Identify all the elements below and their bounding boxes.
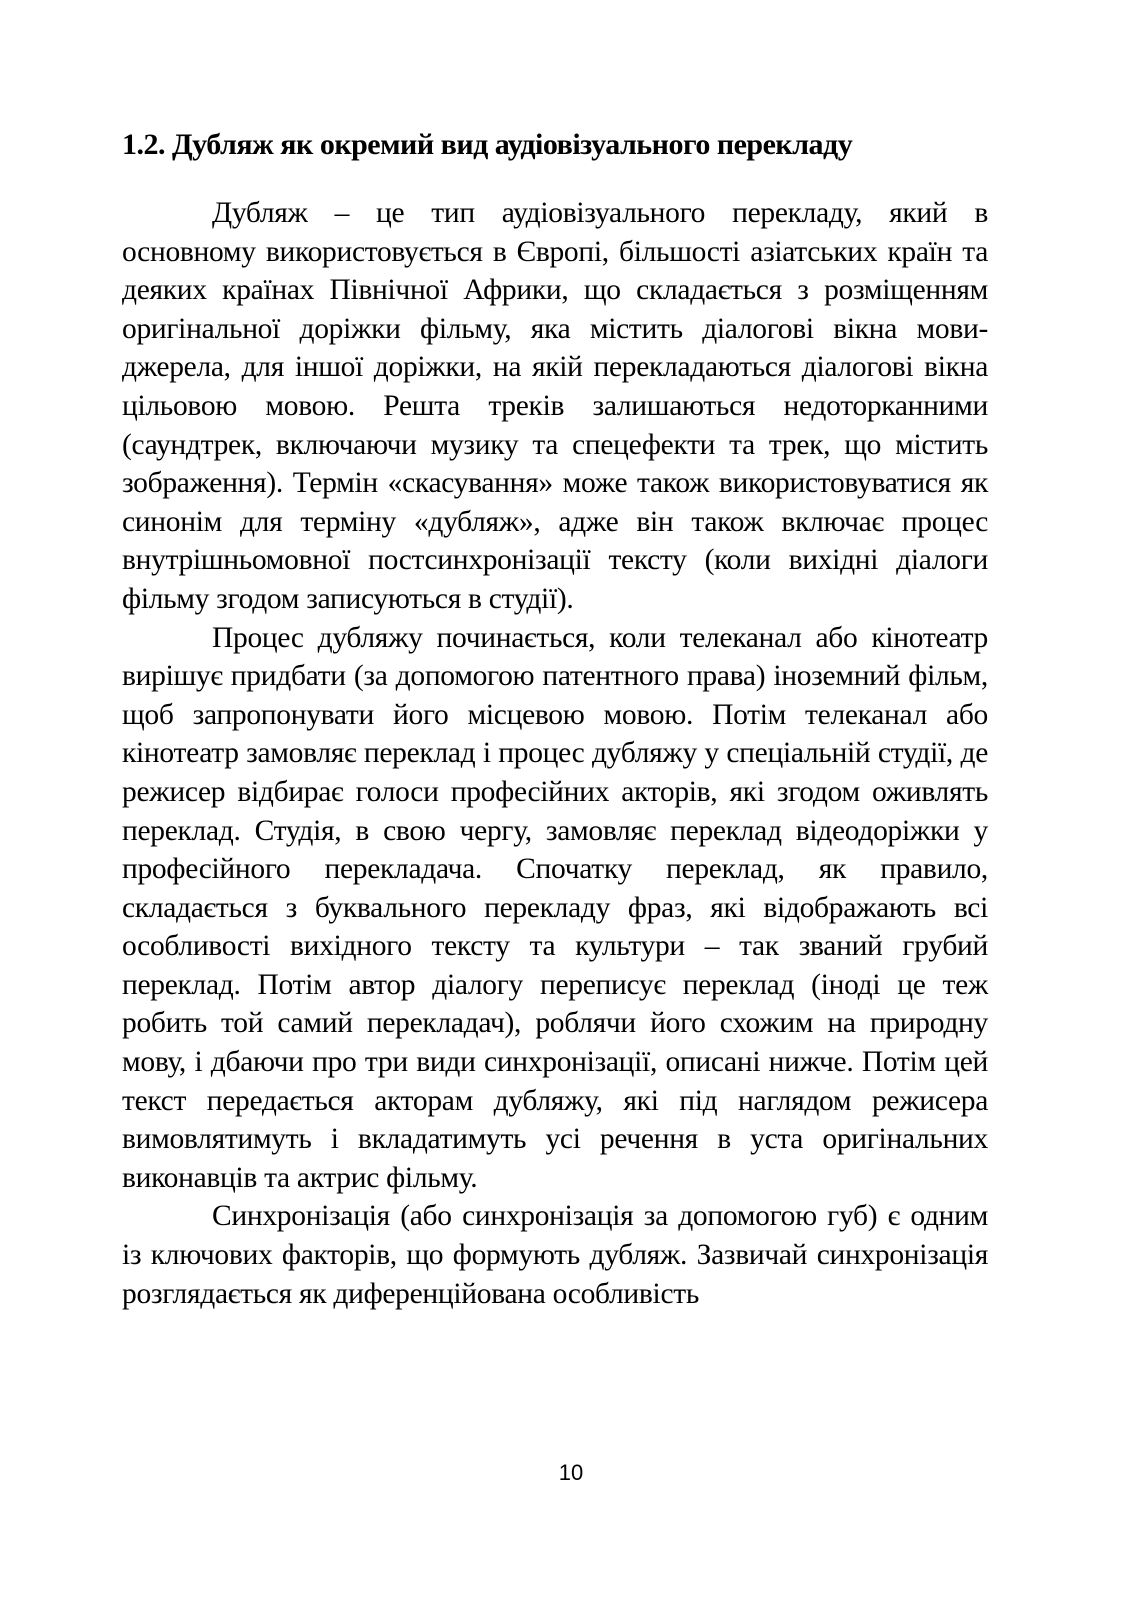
paragraph-dubbing-definition: Дубляж – це тип аудіовізуального перекладу, який в основному використовується в Європі, більшості азіатських країн та деяких країнах Північної Африки, що складається з розміщенням оригінальної доріжки фільму, яка містить діалогові вікна мови-джерела, для іншої доріжки, на якій перекладаються діалогові вікна цільовою мовою. Решта треків залишаються недоторканними (саундтрек, включаючи музику та спецефекти та трек, що містить зображення). Термін «скасування» може також використовуватися як синонім для терміну «дубляж», адже він також включає процес внутрішньомовної постсинхронізації тексту (коли вихідні діалоги фільму згодом записуються в студії). bbox=[122, 197, 988, 615]
page-content bbox=[122, 118, 988, 1313]
paragraph-synchronization: Синхронізація (або синхронізація за допомогою губ) є одним із ключових факторів, що формують дубляж. Зазвичай синхронізація розглядається як диференційована особливість bbox=[122, 1200, 988, 1310]
paragraph-dubbing-process: Процес дубляжу починається, коли телеканал або кінотеатр вирішує придбати (за допомогою патентного права) іноземний фільм, щоб запропонувати його місцевою мовою. Потім телеканал або кінотеатр замовляє переклад і процес дубляжу у спеціальній студії, де режисер відбирає голоси професійних акторів, які згодом оживлять переклад. Студія, в свою чергу, замовляє переклад відеодоріжки у професійного перекладача. Спочатку переклад, як правило, складається з буквального перекладу фраз, які відображають всі особливості вихідного тексту та культури – так званий грубий переклад. Потім автор діалогу переписує переклад (іноді це теж робить той самий перекладач), роблячи його схожим на природну мову, і дбаючи про три види синхронізації, описані нижче. Потім цей текст передається акторам дубляжу, які під наглядом режисера вимовлятимуть і вкладатимуть усі речення в уста оригінальних виконавців та актрис фільму. bbox=[122, 621, 988, 1194]
section-heading: 1.2. Дубляж як окремий вид аудіовізуального перекладу bbox=[122, 128, 853, 161]
page-number: 10 bbox=[558, 1460, 584, 1485]
